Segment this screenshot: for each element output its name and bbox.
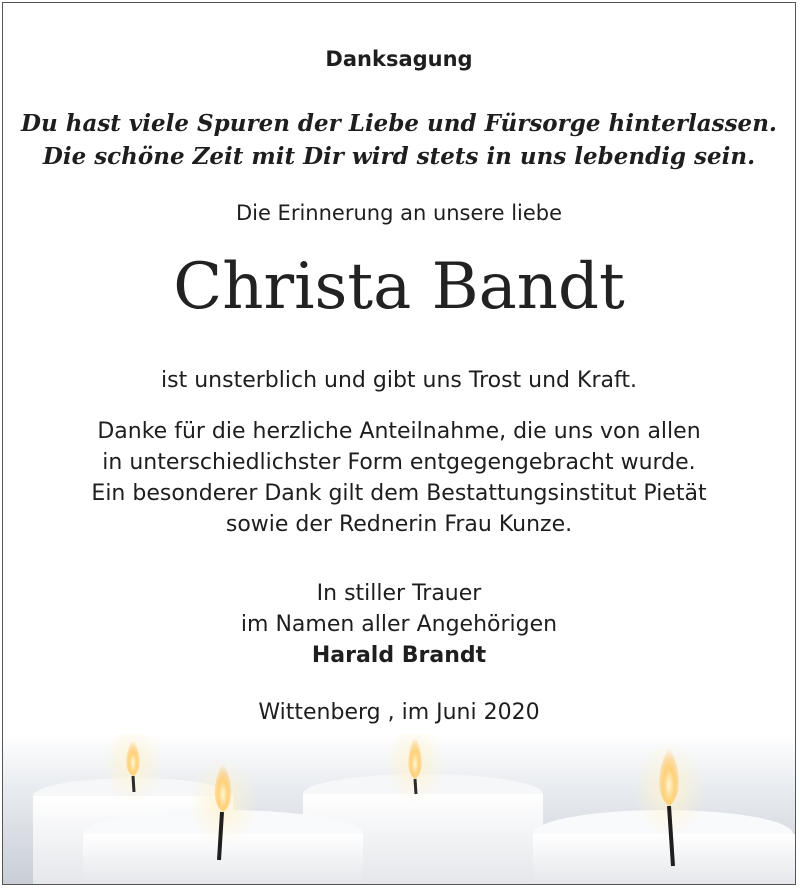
after-name-text: ist unsterblich und gibt uns Trost und Kraft. <box>161 368 637 393</box>
deceased-name: Christa Bandt <box>173 250 625 324</box>
obituary-card <box>2 2 796 885</box>
thanks-line-4: sowie der Rednerin Frau Kunze. <box>225 512 573 537</box>
motto-line-1: Du hast viele Spuren der Liebe und Fürsorge hinterlassen. <box>21 110 777 137</box>
candles-image <box>3 734 795 884</box>
intro-text: Die Erinnerung an unsere liebe <box>235 201 563 225</box>
signer-name: Harald Brandt <box>311 643 487 668</box>
heading: Danksagung <box>325 47 473 71</box>
mourning-line-1: In stiller Trauer <box>316 581 482 606</box>
thanks-line-3: Ein besonderer Dank gilt dem Bestattungsinstitut Pietät <box>91 481 707 506</box>
place-date: Wittenberg , im Juni 2020 <box>258 700 540 725</box>
motto-line-2: Die schöne Zeit mit Dir wird stets in uns lebendig sein. <box>42 143 756 170</box>
mourning-line-2: im Namen aller Angehörigen <box>240 612 558 637</box>
thanks-line-2: in unterschiedlichster Form entgegengebracht wurde. <box>102 450 696 475</box>
thanks-line-1: Danke für die herzliche Anteilnahme, die uns von allen <box>97 419 701 444</box>
